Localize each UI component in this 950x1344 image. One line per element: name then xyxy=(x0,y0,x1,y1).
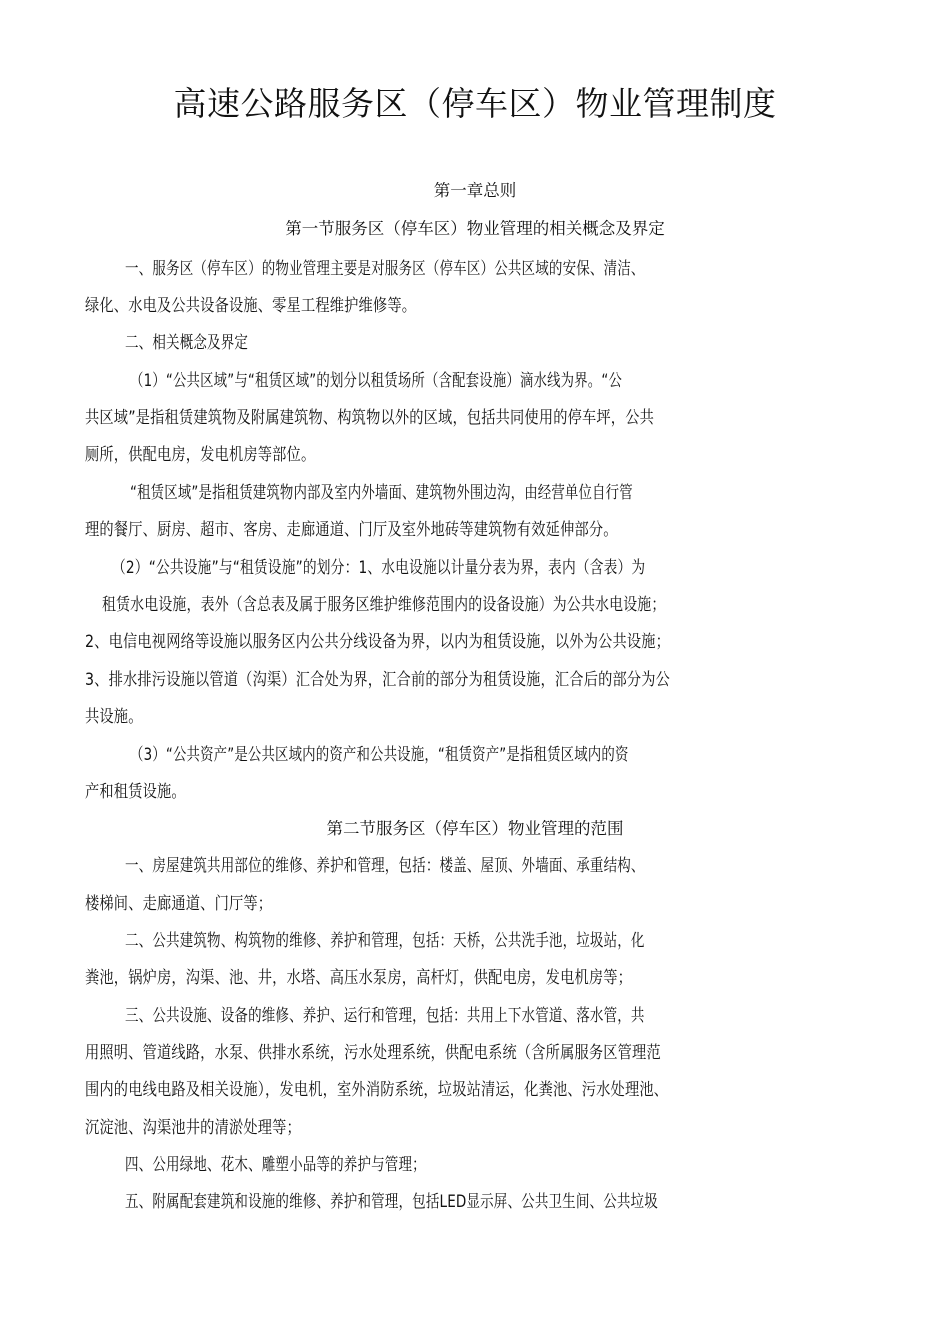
paragraph-line: 用照明、管道线路，水泵、供排水系统，污水处理系统，供配电系统（含所属服务区管理范 xyxy=(85,1043,661,1063)
paragraph-line: 沉淀池、沟渠池井的清淤处理等； xyxy=(85,1118,301,1138)
paragraph-line: “租赁区域”是指租赁建筑物内部及室内外墙面、建筑物外围边沟，由经营单位自行管 xyxy=(130,483,633,503)
paragraph-line: 楼梯间、走廊通道、门厅等； xyxy=(85,894,273,914)
paragraph-line: （1）“公共区域”与“租赁区域”的划分以租赁场所（含配套设施）滴水线为界。“公 xyxy=(130,371,623,391)
paragraph-line: 一、服务区（停车区）的物业管理主要是对服务区（停车区）公共区域的安保、清洁、 xyxy=(125,259,645,279)
document-title: 高速公路服务区（停车区）物业管理制度 xyxy=(173,84,777,123)
paragraph-line: 租赁水电设施，表外（含总表及属于服务区维护维修范围内的设备设施）为公共水电设施； xyxy=(102,595,666,615)
paragraph-line: 四、公用绿地、花木、雕塑小品等的养护与管理； xyxy=(125,1155,426,1175)
section-heading-2: 第二节服务区（停车区）物业管理的范围 xyxy=(326,819,624,838)
paragraph-line: 五、附属配套建筑和设施的维修、养护和管理，包括LED显示屏、公共卫生间、公共垃圾 xyxy=(125,1192,658,1212)
paragraph-line: 3、排水排污设施以管道（沟渠）汇合处为界，汇合前的部分为租赁设施，汇合后的部分为公 xyxy=(85,670,671,690)
paragraph-line: 粪池，锅炉房，沟渠、池、井，水塔、高压水泵房，高杆灯，供配电房，发电机房等； xyxy=(85,968,633,988)
paragraph-line: 厕所，供配电房，发电机房等部位。 xyxy=(85,445,316,465)
paragraph-line: 共区域”是指租赁建筑物及附属建筑物、构筑物以外的区域，包括共同使用的停车坪，公共 xyxy=(85,408,655,428)
paragraph-line: 三、公共设施、设备的维修、养护、运行和管理，包括：共用上下水管道、落水管，共 xyxy=(125,1006,645,1026)
paragraph-line: 二、相关概念及界定 xyxy=(125,333,249,353)
paragraph-line: 2、电信电视网络等设施以服务区内公共分线设备为界，以内为租赁设施，以外为公共设施； xyxy=(85,632,671,652)
paragraph-line: 理的餐厅、厨房、超市、客房、走廊通道、门厅及室外地砖等建筑物有效延伸部分。 xyxy=(85,520,618,540)
paragraph-line: 产和租赁设施。 xyxy=(85,782,186,802)
paragraph-line: 围内的电线电路及相关设施），发电机，室外消防系统，垃圾站清运，化粪池、污水处理池、 xyxy=(85,1080,669,1100)
section-heading-1: 第一节服务区（停车区）物业管理的相关概念及界定 xyxy=(285,219,665,238)
paragraph-line: 绿化、水电及公共设备设施、零星工程维护维修等。 xyxy=(85,296,417,316)
paragraph-line: 一、房屋建筑共用部位的维修、养护和管理，包括：楼盖、屋顶、外墙面、承重结构、 xyxy=(125,856,645,876)
chapter-heading: 第一章总则 xyxy=(433,181,517,200)
paragraph-line: 共设施。 xyxy=(85,707,143,727)
paragraph-line: （2）“公共设施”与“租赁设施”的划分：1、水电设施以计量分表为界，表内（含表）为 xyxy=(112,558,646,578)
paragraph-line: 二、公共建筑物、构筑物的维修、养护和管理，包括：天桥，公共洗手池，垃圾站，化 xyxy=(125,931,645,951)
paragraph-line: （3）“公共资产”是公共区域内的资产和公共设施，“租赁资产”是指租赁区域内的资 xyxy=(130,745,629,765)
